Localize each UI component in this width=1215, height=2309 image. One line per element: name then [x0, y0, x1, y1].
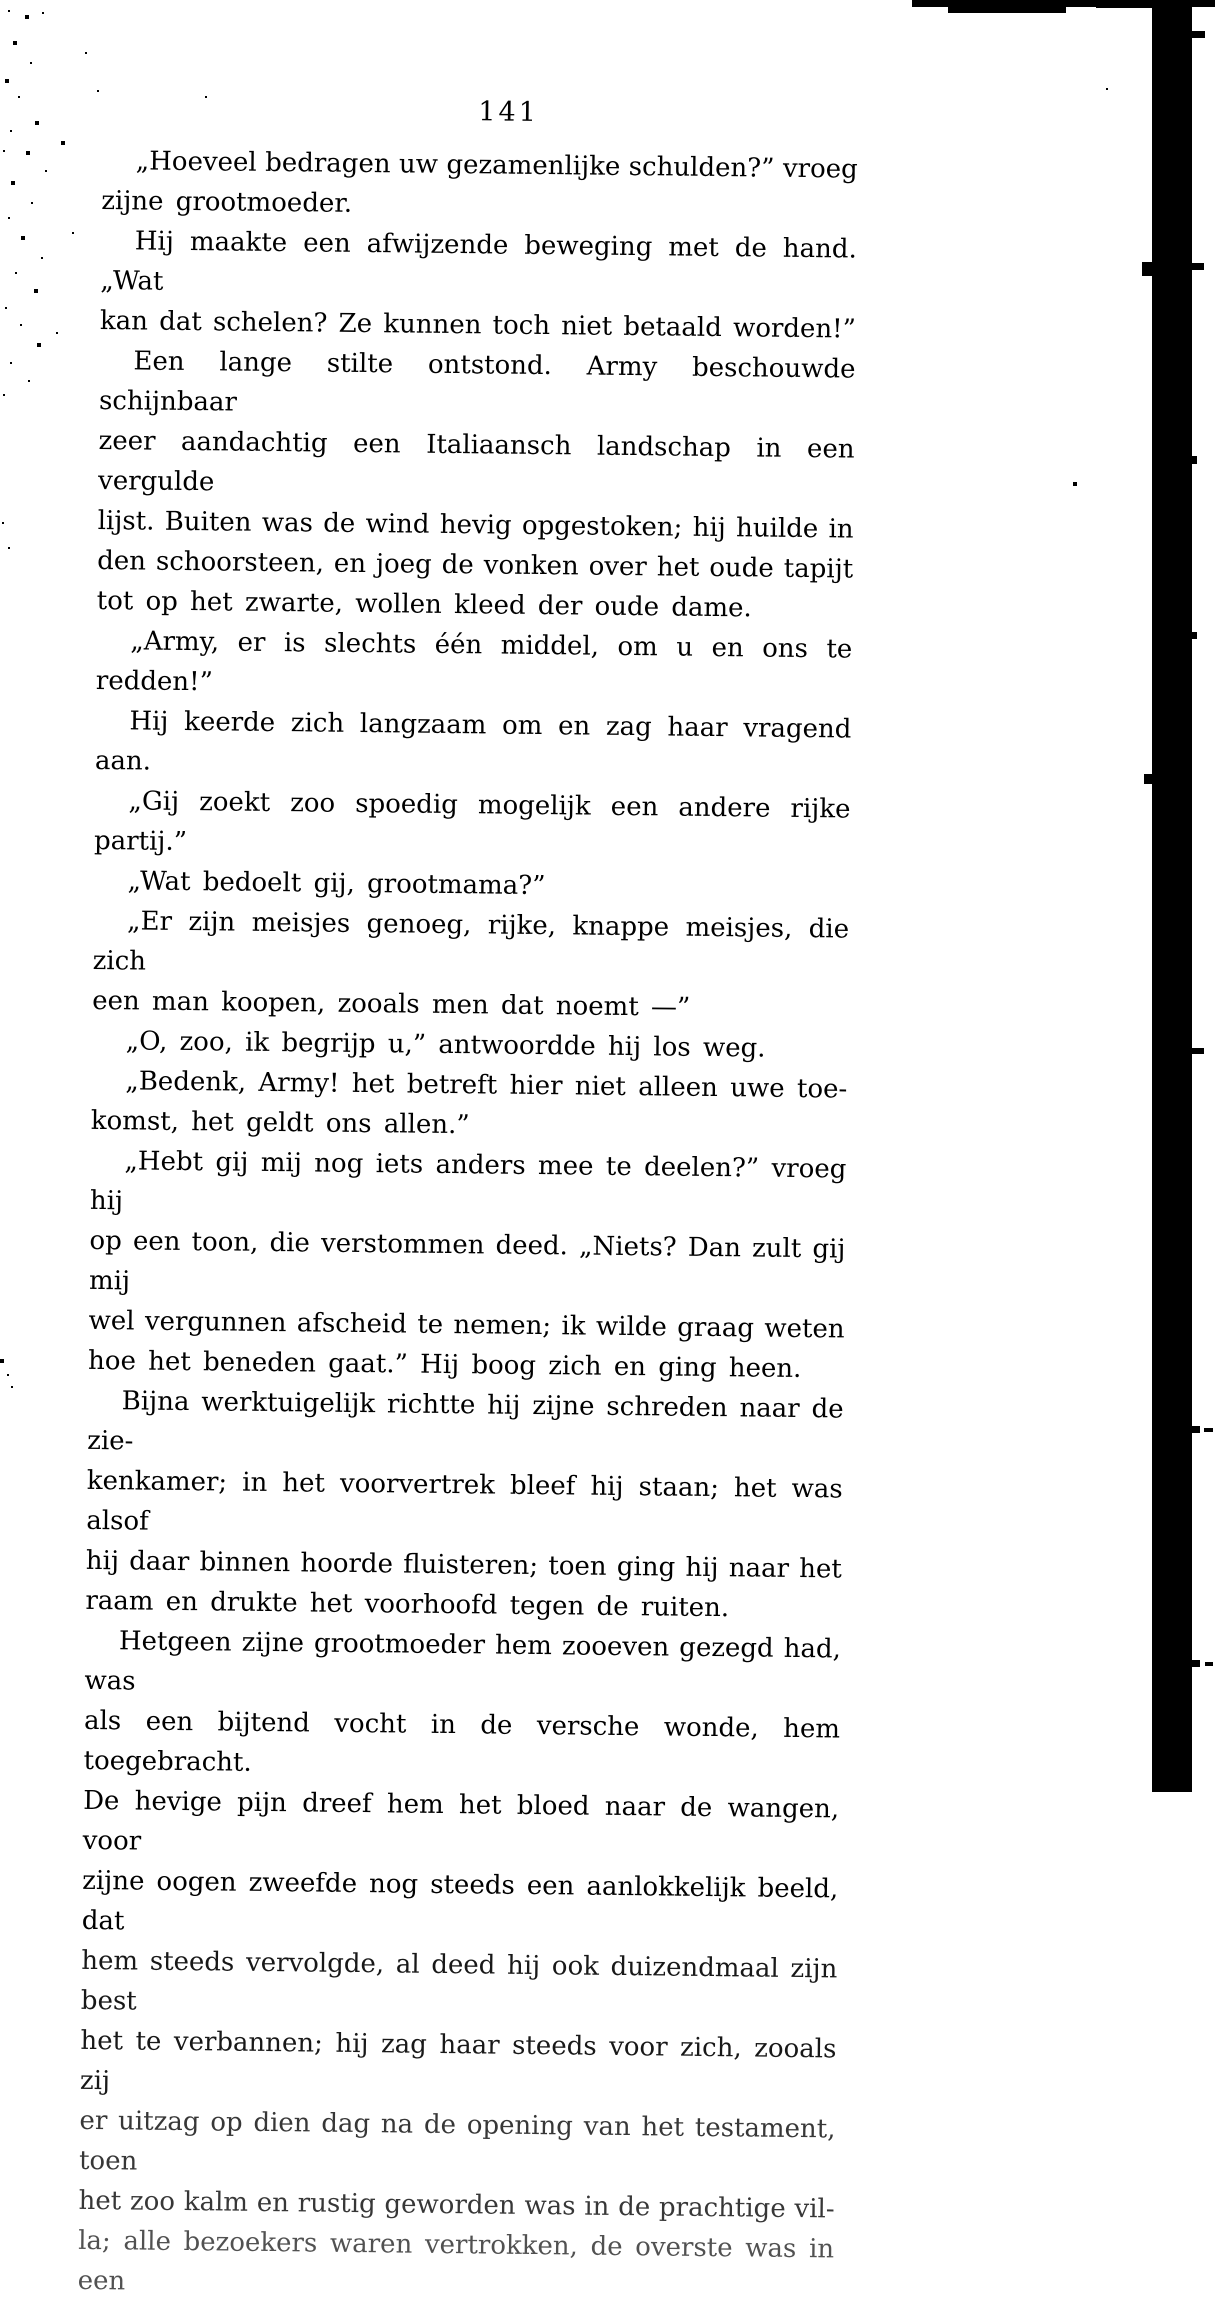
- scan-bar-tick: [1192, 1426, 1200, 1433]
- paragraph: [77, 1621, 841, 2309]
- paragraph: [97, 341, 856, 630]
- scan-bar-tick: [1204, 1428, 1213, 1432]
- text-line: „Gij zoekt zoo spoedig mogelijk een andere rijke partij.”: [93, 786, 851, 858]
- text-line: „Hebt gij mij nog iets anders mee te deelen?” vroeg hij: [89, 1146, 847, 1217]
- text-line: tot op het zwarte, wollen kleed der oude dame.: [96, 585, 752, 624]
- text-line: „O, zoo, ik begrijp u,” antwoordde hij los weg.: [125, 1026, 766, 1064]
- text-line: op een toon, die verstommen deed. „Niets? Dan zult gij mij: [88, 1225, 846, 1297]
- text-line: la; alle bezoekers waren vertrokken, de overste was in een: [77, 2225, 835, 2297]
- body-text: [77, 141, 857, 2309]
- text-line: er uitzag op dien dag na de opening van het testament, toen: [78, 2105, 836, 2177]
- page-number: 141: [478, 96, 540, 128]
- paragraph: [100, 221, 857, 350]
- text-line: zeer aandachtig een Italiaansch landschap in een vergulde: [97, 425, 855, 498]
- text-line: als een bijtend vocht in de versche wonde, hem toegebracht.: [83, 1705, 841, 1778]
- text-line: kan dat schelen? Ze kunnen toch niet betaald worden!”: [99, 305, 857, 345]
- scan-black-bar-right: [1152, 0, 1192, 1792]
- text-line: zijne grootmoeder.: [101, 185, 353, 219]
- text-line: hoe het beneden gaat.” Hij boog zich en ging heen.: [87, 1345, 802, 1385]
- text-line: hem steeds vervolgde, al deed hij ook duizendmaal zijn best: [80, 1945, 838, 2017]
- text-line: Een lange stilte ontstond. Army beschouwde schijnbaar: [98, 346, 856, 418]
- text-line: „Hoeveel bedragen uw gezamenlijke schulden?” vroeg: [135, 146, 858, 185]
- text-line: wel vergunnen afscheid te nemen; ik wilde graag weten: [88, 1305, 845, 1345]
- scan-bar-tick: [1192, 1660, 1200, 1667]
- paragraph: [88, 1141, 847, 1390]
- paragraph: [92, 901, 849, 1030]
- scan-bar-tick: [1192, 456, 1197, 464]
- paragraph: [101, 141, 858, 230]
- scan-bar-bump: [1142, 262, 1152, 276]
- text-line: lijst. Buiten was de wind hevig opgestoken; hij huilde in: [97, 505, 854, 545]
- text-line: komst, het geldt ons allen.”: [90, 1105, 470, 1141]
- scan-streak-top: [1096, 2, 1160, 8]
- text-line: den schoorsteen, en joeg de vonken over het oude tapijt: [97, 545, 854, 585]
- scan-streak-top: [948, 4, 1066, 13]
- paragraph: [96, 621, 853, 710]
- text-line: „Wat bedoelt gij, grootmama?”: [127, 866, 546, 902]
- page-content: [77, 0, 863, 2297]
- scan-bar-tick: [1192, 1048, 1204, 1054]
- scan-bar-bump: [1144, 774, 1152, 784]
- text-line: Hetgeen zijne grootmoeder hem zooeven gezegd had, was: [84, 1626, 842, 1697]
- scan-bar-tick: [1205, 1662, 1213, 1666]
- scan-bar-tick: [1192, 263, 1204, 270]
- scan-noise-speckles: [0, 0, 2, 2]
- text-line: Hij maakte een afwijzende beweging met de hand. „Wat: [100, 226, 857, 297]
- paragraph: [85, 1381, 844, 1630]
- text-line: „Army, er is slechts één middel, om u en ons te redden!”: [95, 626, 853, 698]
- text-line: een man koopen, zooals men dat noemt —”: [92, 985, 691, 1023]
- paragraph: [95, 701, 852, 790]
- scan-bar-tick: [1192, 31, 1205, 38]
- text-line: hij daar binnen hoorde fluisteren; toen ging hij naar het: [85, 1545, 843, 1585]
- text-line: De hevige pijn dreef hem het bloed naar de wangen, voor: [82, 1785, 840, 1857]
- text-line: kenkamer; in het voorvertrek bleef hij staan; het was alsof: [86, 1465, 843, 1537]
- paragraph: [91, 1061, 848, 1150]
- text-line: het te verbannen; hij zag haar steeds voor zich, zooals zij: [79, 2025, 837, 2097]
- paragraph: [94, 781, 851, 870]
- scan-bar-tick: [1192, 632, 1197, 639]
- text-line: zijne oogen zweefde nog steeds een aanlokkelijk beeld, dat: [81, 1865, 839, 1937]
- text-line: Bijna werktuigelijk richtte hij zijne schreden naar de zie-: [87, 1386, 844, 1457]
- text-line: het zoo kalm en rustig geworden was in de prachtige vil-: [78, 2185, 835, 2225]
- text-line: raam en drukte het voorhoofd tegen de ruiten.: [85, 1585, 730, 1624]
- text-line: „Bedenk, Army! het betreft hier niet alleen uwe toe-: [125, 1066, 848, 1105]
- text-line: „Er zijn meisjes genoeg, rijke, knappe meisjes, die zich: [92, 906, 850, 977]
- text-line: Hij keerde zich langzaam om en zag haar vragend aan.: [94, 706, 852, 777]
